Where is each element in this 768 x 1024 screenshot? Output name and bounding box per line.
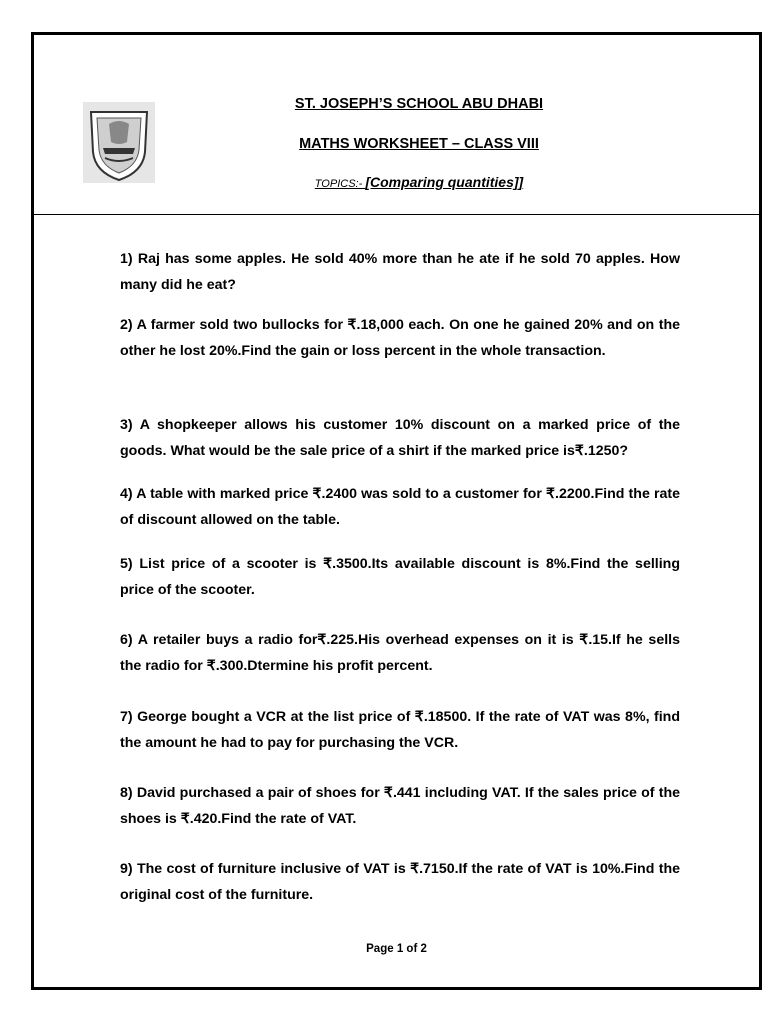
worksheet-page — [31, 32, 762, 990]
question-5: 5) List price of a scooter is ₹.3500.Its available discount is 8%.Find the selling price of the scooter. — [120, 556, 680, 598]
question-7: 7) George bought a VCR at the list price of ₹.18500. If the rate of VAT was 8%, find the amount he had to pay for purchasing the VCR. — [120, 709, 680, 751]
question-1: 1) Raj has some apples. He sold 40% more than he ate if he sold 70 apples. How many did he eat? — [120, 251, 680, 293]
question-4: 4) A table with marked price ₹.2400 was sold to a customer for ₹.2200.Find the rate of discount allowed on the table. — [120, 486, 680, 528]
question-3: 3) A shopkeeper allows his customer 10% discount on a marked price of the goods. What would be the sale price of a shirt if the marked price is₹.1250? — [120, 417, 680, 459]
question-6: 6) A retailer buys a radio for₹.225.His overhead expenses on it is ₹.15.If he sells the radio for ₹.300.Dtermine his profit percent. — [120, 632, 680, 674]
topics-text: [Comparing quantities]] — [365, 174, 524, 190]
worksheet-header — [34, 35, 759, 215]
question-8: 8) David purchased a pair of shoes for ₹.441 including VAT. If the sales price of the shoes is ₹.420.Find the rate of VAT. — [120, 785, 680, 827]
question-2: 2) A farmer sold two bullocks for ₹.18,000 each. On one he gained 20% and on the other he lost 20%.Find the gain or loss percent in the whole transaction. — [120, 317, 680, 359]
topics-label: TOPICS:- — [314, 178, 366, 190]
question-9: 9) The cost of furniture inclusive of VAT is ₹.7150.If the rate of VAT is 10%.Find the original cost of the furniture. — [120, 861, 680, 903]
topics-line — [184, 174, 654, 191]
page-number: Page 1 of 2 — [366, 943, 427, 955]
school-crest-icon — [83, 102, 155, 183]
school-logo — [83, 102, 155, 183]
worksheet-title: MATHS WORKSHEET – CLASS VIII — [299, 136, 539, 152]
school-name: ST. JOSEPH’S SCHOOL ABU DHABI — [294, 96, 544, 112]
